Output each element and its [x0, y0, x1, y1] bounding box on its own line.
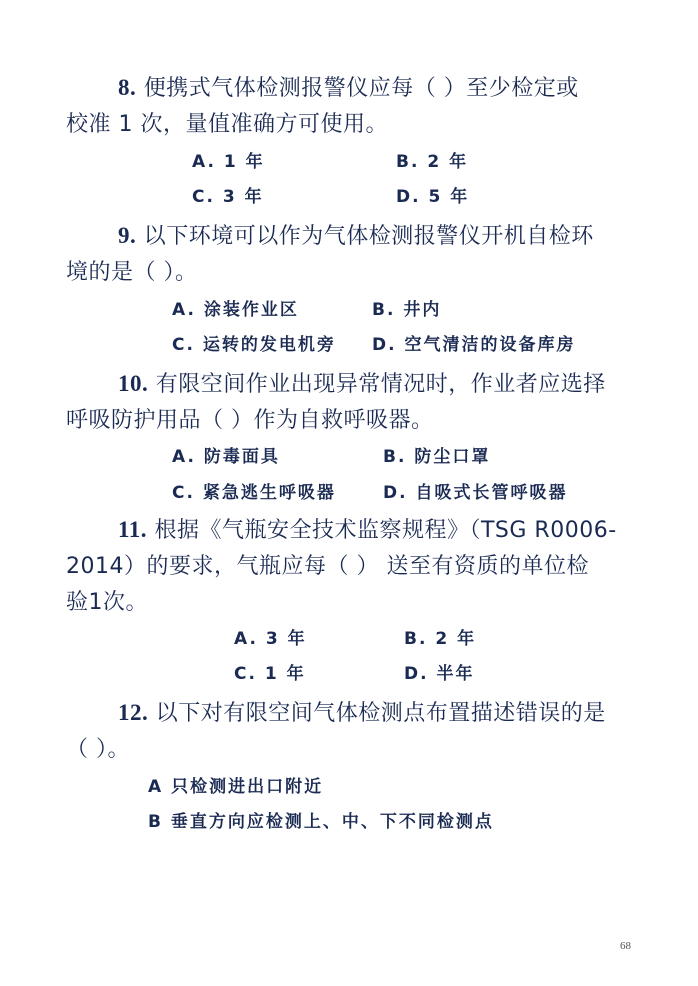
question-number: 11. [118, 517, 147, 542]
option-a: A 只检测进出口附近 [148, 777, 324, 797]
question-10 [66, 366, 646, 439]
option-c: C. 运转的发电机旁 [172, 335, 336, 355]
option-b: B. 2 年 [404, 629, 477, 649]
question-11 [66, 512, 646, 621]
question-8 [66, 70, 646, 143]
question-text-cont: 校准 1 次，量值准确方可使用。 [66, 112, 388, 137]
option-b: B. 2 年 [396, 152, 469, 172]
option-a: A. 1 年 [192, 152, 265, 172]
question-text-cont: 境的是（ ）。 [66, 260, 198, 285]
option-c: C. 紧急逃生呼吸器 [172, 483, 336, 503]
option-d: D. 自吸式长管呼吸器 [383, 483, 568, 503]
question-text: 以下对有限空间气体检测点布置描述错误的是 [155, 701, 606, 726]
question-number: 10. [118, 371, 149, 396]
option-d: D. 5 年 [396, 187, 470, 207]
option-a: A. 防毒面具 [172, 447, 280, 467]
option-b: B. 防尘口罩 [383, 447, 491, 467]
question-text: 便携式气体检测报警仪应每（ ）至少检定或 [143, 76, 579, 101]
option-d: D. 半年 [404, 664, 475, 684]
option-c: C. 1 年 [234, 664, 306, 684]
option-b: B 垂直方向应检测上、中、下不同检测点 [148, 812, 494, 832]
question-text: 有限空间作业出现异常情况时，作业者应选择 [155, 372, 606, 397]
option-a: A. 3 年 [234, 629, 307, 649]
option-c: C. 3 年 [192, 187, 264, 207]
question-text-cont: 呼吸防护用品（ ）作为自救呼吸器。 [66, 408, 434, 433]
question-number: 9. [118, 223, 137, 248]
question-12 [66, 695, 646, 768]
option-d: D. 空气清洁的设备库房 [372, 335, 576, 355]
question-number: 8. [118, 75, 137, 100]
question-number: 12. [118, 700, 149, 725]
question-text: 根据《气瓶安全技术监察规程》（TSG R0006- [154, 518, 617, 543]
page-number: 68 [620, 940, 631, 952]
question-text-cont: 2014）的要求，气瓶应每（ ） 送至有资质的单位检 [66, 554, 589, 579]
question-9 [66, 218, 646, 291]
option-b: B. 井内 [372, 300, 442, 320]
option-a: A. 涂装作业区 [172, 300, 299, 320]
question-text: 以下环境可以作为气体检测报警仪开机自检环 [143, 224, 594, 249]
question-text-cont: （ ）。 [66, 737, 130, 762]
question-text-cont: 验1次。 [66, 590, 148, 615]
